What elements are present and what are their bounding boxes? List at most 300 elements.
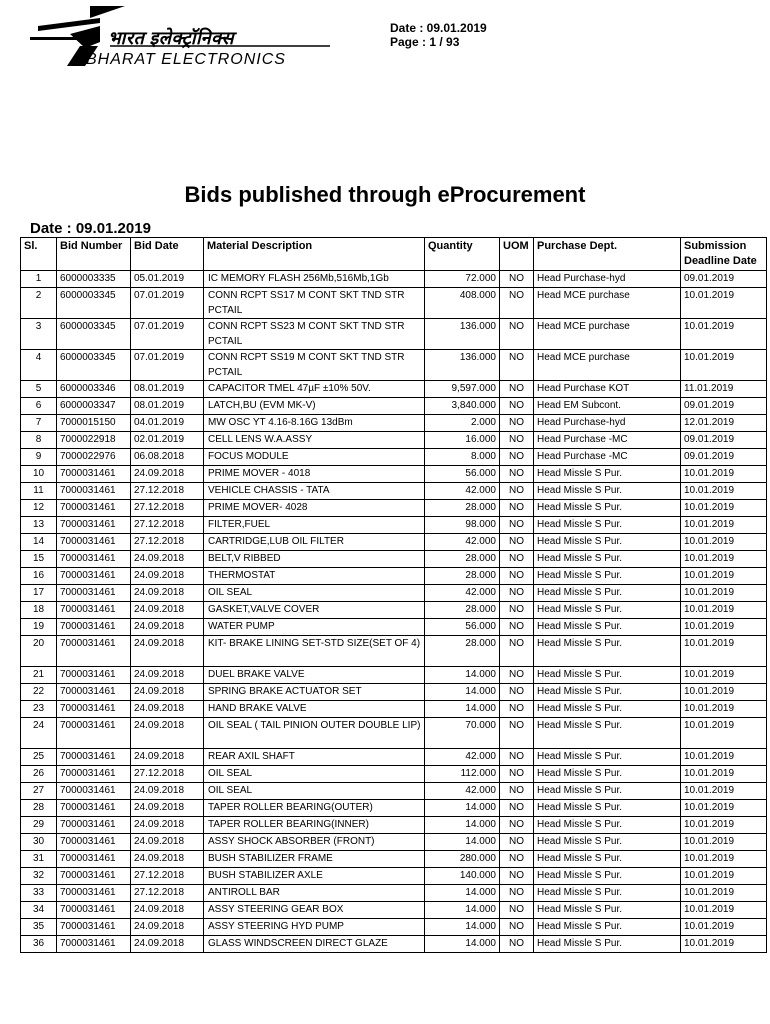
cell-purchase-dept: Head Missle S Pur. — [534, 636, 681, 667]
cell-bid-number: 6000003345 — [57, 288, 131, 319]
cell-material-description: CAPACITOR TMEL 47µF ±10% 50V. — [204, 381, 425, 398]
cell-material-description: BUSH STABILIZER AXLE — [204, 868, 425, 885]
table-row — [21, 701, 767, 718]
cell-material-description: SPRING BRAKE ACTUATOR SET — [204, 684, 425, 701]
cell-bid-date: 24.09.2018 — [131, 619, 204, 636]
cell-bid-date: 24.09.2018 — [131, 551, 204, 568]
cell-sl: 33 — [21, 885, 57, 902]
table-header-row — [21, 238, 767, 271]
cell-sl: 25 — [21, 749, 57, 766]
cell-quantity: 14.000 — [425, 919, 500, 936]
cell-sl: 21 — [21, 667, 57, 684]
cell-sl: 20 — [21, 636, 57, 667]
cell-material-description: DUEL BRAKE VALVE — [204, 667, 425, 684]
cell-bid-date: 24.09.2018 — [131, 701, 204, 718]
cell-purchase-dept: Head Missle S Pur. — [534, 568, 681, 585]
cell-submission-deadline: 09.01.2019 — [681, 398, 767, 415]
table-row — [21, 766, 767, 783]
table-row — [21, 288, 767, 319]
cell-purchase-dept: Head Missle S Pur. — [534, 517, 681, 534]
cell-bid-number: 7000031461 — [57, 568, 131, 585]
cell-submission-deadline: 10.01.2019 — [681, 718, 767, 749]
cell-sl: 23 — [21, 701, 57, 718]
cell-sl: 11 — [21, 483, 57, 500]
cell-bid-date: 02.01.2019 — [131, 432, 204, 449]
column-header-quantity: Quantity — [425, 238, 500, 271]
cell-purchase-dept: Head Missle S Pur. — [534, 919, 681, 936]
cell-purchase-dept: Head Missle S Pur. — [534, 851, 681, 868]
cell-purchase-dept: Head Missle S Pur. — [534, 534, 681, 551]
cell-bid-number: 7000031461 — [57, 602, 131, 619]
cell-sl: 17 — [21, 585, 57, 602]
cell-purchase-dept: Head MCE purchase — [534, 350, 681, 381]
table-row — [21, 381, 767, 398]
cell-bid-number: 6000003345 — [57, 319, 131, 350]
cell-quantity: 2.000 — [425, 415, 500, 432]
cell-uom: NO — [500, 415, 534, 432]
cell-sl: 7 — [21, 415, 57, 432]
column-header-submission-deadline: Submission Deadline Date — [681, 238, 767, 271]
cell-uom: NO — [500, 851, 534, 868]
cell-bid-date: 27.12.2018 — [131, 885, 204, 902]
table-row — [21, 449, 767, 466]
cell-material-description: REAR AXIL SHAFT — [204, 749, 425, 766]
column-header-bid-number: Bid Number — [57, 238, 131, 271]
cell-uom: NO — [500, 319, 534, 350]
cell-material-description: OIL SEAL — [204, 783, 425, 800]
cell-purchase-dept: Head Missle S Pur. — [534, 902, 681, 919]
cell-quantity: 70.000 — [425, 718, 500, 749]
table-row — [21, 868, 767, 885]
cell-sl: 3 — [21, 319, 57, 350]
cell-sl: 27 — [21, 783, 57, 800]
cell-submission-deadline: 10.01.2019 — [681, 701, 767, 718]
cell-sl: 35 — [21, 919, 57, 936]
cell-submission-deadline: 10.01.2019 — [681, 766, 767, 783]
cell-submission-deadline: 10.01.2019 — [681, 500, 767, 517]
cell-uom: NO — [500, 800, 534, 817]
cell-uom: NO — [500, 568, 534, 585]
cell-submission-deadline: 10.01.2019 — [681, 783, 767, 800]
cell-material-description: CONN RCPT SS17 M CONT SKT TND STR PCTAIL — [204, 288, 425, 319]
cell-sl: 8 — [21, 432, 57, 449]
cell-uom: NO — [500, 619, 534, 636]
cell-material-description: OIL SEAL — [204, 585, 425, 602]
cell-uom: NO — [500, 500, 534, 517]
cell-material-description: FILTER,FUEL — [204, 517, 425, 534]
cell-bid-date: 27.12.2018 — [131, 868, 204, 885]
table-row — [21, 534, 767, 551]
cell-quantity: 14.000 — [425, 834, 500, 851]
cell-sl: 31 — [21, 851, 57, 868]
cell-material-description: ANTIROLL BAR — [204, 885, 425, 902]
cell-purchase-dept: Head Missle S Pur. — [534, 766, 681, 783]
table-row — [21, 415, 767, 432]
cell-submission-deadline: 10.01.2019 — [681, 684, 767, 701]
cell-uom: NO — [500, 517, 534, 534]
cell-submission-deadline: 10.01.2019 — [681, 636, 767, 667]
cell-uom: NO — [500, 667, 534, 684]
cell-bid-number: 7000031461 — [57, 701, 131, 718]
cell-quantity: 72.000 — [425, 271, 500, 288]
cell-submission-deadline: 10.01.2019 — [681, 749, 767, 766]
column-header-purchase-dept: Purchase Dept. — [534, 238, 681, 271]
cell-bid-number: 7000031461 — [57, 500, 131, 517]
report-date: Date : 09.01.2019 — [30, 220, 151, 237]
cell-bid-date: 27.12.2018 — [131, 534, 204, 551]
cell-sl: 1 — [21, 271, 57, 288]
cell-quantity: 14.000 — [425, 885, 500, 902]
cell-sl: 12 — [21, 500, 57, 517]
cell-uom: NO — [500, 350, 534, 381]
cell-submission-deadline: 10.01.2019 — [681, 667, 767, 684]
cell-purchase-dept: Head Missle S Pur. — [534, 783, 681, 800]
cell-quantity: 8.000 — [425, 449, 500, 466]
cell-purchase-dept: Head Purchase -MC — [534, 432, 681, 449]
cell-uom: NO — [500, 902, 534, 919]
table-row — [21, 466, 767, 483]
cell-sl: 18 — [21, 602, 57, 619]
cell-purchase-dept: Head Missle S Pur. — [534, 749, 681, 766]
table-row — [21, 432, 767, 449]
cell-bid-number: 7000031461 — [57, 517, 131, 534]
cell-bid-date: 24.09.2018 — [131, 667, 204, 684]
cell-purchase-dept: Head Missle S Pur. — [534, 868, 681, 885]
cell-bid-date: 24.09.2018 — [131, 783, 204, 800]
cell-purchase-dept: Head Missle S Pur. — [534, 619, 681, 636]
cell-sl: 29 — [21, 817, 57, 834]
logo-english-text: BHARAT ELECTRONICS — [86, 51, 286, 68]
cell-uom: NO — [500, 936, 534, 953]
cell-bid-number: 6000003346 — [57, 381, 131, 398]
cell-sl: 30 — [21, 834, 57, 851]
cell-material-description: BUSH STABILIZER FRAME — [204, 851, 425, 868]
cell-uom: NO — [500, 834, 534, 851]
cell-quantity: 42.000 — [425, 534, 500, 551]
cell-submission-deadline: 10.01.2019 — [681, 817, 767, 834]
cell-submission-deadline: 09.01.2019 — [681, 271, 767, 288]
cell-uom: NO — [500, 466, 534, 483]
cell-uom: NO — [500, 288, 534, 319]
cell-bid-date: 24.09.2018 — [131, 851, 204, 868]
column-header-uom: UOM — [500, 238, 534, 271]
cell-bid-number: 6000003345 — [57, 350, 131, 381]
cell-uom: NO — [500, 684, 534, 701]
cell-bid-date: 24.09.2018 — [131, 936, 204, 953]
cell-bid-date: 27.12.2018 — [131, 517, 204, 534]
cell-quantity: 136.000 — [425, 350, 500, 381]
cell-sl: 34 — [21, 902, 57, 919]
table-row — [21, 919, 767, 936]
cell-uom: NO — [500, 749, 534, 766]
cell-quantity: 28.000 — [425, 551, 500, 568]
cell-submission-deadline: 10.01.2019 — [681, 534, 767, 551]
cell-bid-date: 04.01.2019 — [131, 415, 204, 432]
cell-uom: NO — [500, 381, 534, 398]
cell-material-description: ASSY STEERING GEAR BOX — [204, 902, 425, 919]
cell-submission-deadline: 10.01.2019 — [681, 885, 767, 902]
cell-uom: NO — [500, 432, 534, 449]
cell-material-description: PRIME MOVER - 4018 — [204, 466, 425, 483]
cell-submission-deadline: 10.01.2019 — [681, 483, 767, 500]
cell-quantity: 3,840.000 — [425, 398, 500, 415]
cell-submission-deadline: 12.01.2019 — [681, 415, 767, 432]
table-row — [21, 667, 767, 684]
cell-quantity: 28.000 — [425, 602, 500, 619]
cell-purchase-dept: Head Missle S Pur. — [534, 834, 681, 851]
cell-quantity: 42.000 — [425, 749, 500, 766]
cell-purchase-dept: Head Purchase KOT — [534, 381, 681, 398]
table-row — [21, 271, 767, 288]
cell-bid-number: 7000031461 — [57, 551, 131, 568]
cell-submission-deadline: 10.01.2019 — [681, 619, 767, 636]
cell-quantity: 14.000 — [425, 817, 500, 834]
cell-submission-deadline: 10.01.2019 — [681, 466, 767, 483]
cell-sl: 15 — [21, 551, 57, 568]
cell-sl: 16 — [21, 568, 57, 585]
cell-bid-number: 7000031461 — [57, 868, 131, 885]
cell-quantity: 140.000 — [425, 868, 500, 885]
cell-uom: NO — [500, 636, 534, 667]
cell-uom: NO — [500, 602, 534, 619]
cell-material-description: PRIME MOVER- 4028 — [204, 500, 425, 517]
column-header-bid-date: Bid Date — [131, 238, 204, 271]
cell-quantity: 14.000 — [425, 936, 500, 953]
cell-material-description: CONN RCPT SS19 M CONT SKT TND STR PCTAIL — [204, 350, 425, 381]
table-row — [21, 749, 767, 766]
cell-purchase-dept: Head Missle S Pur. — [534, 585, 681, 602]
cell-bid-number: 7000031461 — [57, 817, 131, 834]
cell-uom: NO — [500, 718, 534, 749]
table-row — [21, 636, 767, 667]
cell-quantity: 280.000 — [425, 851, 500, 868]
cell-submission-deadline: 10.01.2019 — [681, 834, 767, 851]
cell-purchase-dept: Head Missle S Pur. — [534, 718, 681, 749]
cell-sl: 4 — [21, 350, 57, 381]
cell-sl: 19 — [21, 619, 57, 636]
cell-material-description: MW OSC YT 4.16-8.16G 13dBm — [204, 415, 425, 432]
cell-bid-number: 7000015150 — [57, 415, 131, 432]
cell-purchase-dept: Head Missle S Pur. — [534, 885, 681, 902]
cell-bid-date: 24.09.2018 — [131, 800, 204, 817]
cell-submission-deadline: 09.01.2019 — [681, 432, 767, 449]
cell-bid-number: 7000031461 — [57, 684, 131, 701]
cell-quantity: 42.000 — [425, 783, 500, 800]
table-row — [21, 602, 767, 619]
cell-material-description: TAPER ROLLER BEARING(INNER) — [204, 817, 425, 834]
header-date: Date : 09.01.2019 — [390, 21, 487, 35]
cell-uom: NO — [500, 585, 534, 602]
cell-submission-deadline: 10.01.2019 — [681, 551, 767, 568]
cell-purchase-dept: Head Missle S Pur. — [534, 817, 681, 834]
column-header-sl: Sl. — [21, 238, 57, 271]
cell-bid-number: 7000031461 — [57, 718, 131, 749]
column-header-material-description: Material Description — [204, 238, 425, 271]
table-row — [21, 500, 767, 517]
table-row — [21, 319, 767, 350]
cell-sl: 32 — [21, 868, 57, 885]
cell-purchase-dept: Head Purchase-hyd — [534, 271, 681, 288]
cell-material-description: CONN RCPT SS23 M CONT SKT TND STR PCTAIL — [204, 319, 425, 350]
cell-uom: NO — [500, 817, 534, 834]
cell-quantity: 14.000 — [425, 701, 500, 718]
cell-material-description: OIL SEAL ( TAIL PINION OUTER DOUBLE LIP) — [204, 718, 425, 749]
cell-uom: NO — [500, 868, 534, 885]
cell-material-description: FOCUS MODULE — [204, 449, 425, 466]
cell-bid-number: 7000031461 — [57, 834, 131, 851]
cell-material-description: VEHICLE CHASSIS - TATA — [204, 483, 425, 500]
cell-bid-number: 7000022918 — [57, 432, 131, 449]
cell-purchase-dept: Head EM Subcont. — [534, 398, 681, 415]
cell-submission-deadline: 10.01.2019 — [681, 902, 767, 919]
cell-bid-number: 6000003335 — [57, 271, 131, 288]
table-row — [21, 551, 767, 568]
cell-submission-deadline: 10.01.2019 — [681, 517, 767, 534]
cell-submission-deadline: 10.01.2019 — [681, 568, 767, 585]
cell-bid-number: 7000031461 — [57, 483, 131, 500]
cell-material-description: WATER PUMP — [204, 619, 425, 636]
table-row — [21, 619, 767, 636]
cell-sl: 9 — [21, 449, 57, 466]
cell-purchase-dept: Head Missle S Pur. — [534, 551, 681, 568]
cell-material-description: TAPER ROLLER BEARING(OUTER) — [204, 800, 425, 817]
cell-submission-deadline: 10.01.2019 — [681, 319, 767, 350]
table-row — [21, 568, 767, 585]
table-row — [21, 483, 767, 500]
cell-sl: 10 — [21, 466, 57, 483]
header-meta — [390, 21, 487, 49]
cell-sl: 5 — [21, 381, 57, 398]
cell-quantity: 112.000 — [425, 766, 500, 783]
cell-purchase-dept: Head Missle S Pur. — [534, 466, 681, 483]
cell-bid-number: 7000031461 — [57, 534, 131, 551]
cell-purchase-dept: Head MCE purchase — [534, 319, 681, 350]
page-title: Bids published through eProcurement — [184, 182, 586, 207]
cell-submission-deadline: 10.01.2019 — [681, 585, 767, 602]
cell-bid-number: 7000031461 — [57, 585, 131, 602]
cell-material-description: BELT,V RIBBED — [204, 551, 425, 568]
cell-bid-number: 7000031461 — [57, 636, 131, 667]
cell-quantity: 408.000 — [425, 288, 500, 319]
cell-purchase-dept: Head Missle S Pur. — [534, 701, 681, 718]
cell-uom: NO — [500, 701, 534, 718]
cell-submission-deadline: 10.01.2019 — [681, 851, 767, 868]
cell-bid-date: 24.09.2018 — [131, 749, 204, 766]
cell-sl: 13 — [21, 517, 57, 534]
header-page-number: Page : 1 / 93 — [390, 35, 460, 49]
cell-submission-deadline: 09.01.2019 — [681, 449, 767, 466]
cell-bid-date: 24.09.2018 — [131, 919, 204, 936]
cell-sl: 22 — [21, 684, 57, 701]
cell-quantity: 42.000 — [425, 483, 500, 500]
cell-submission-deadline: 10.01.2019 — [681, 288, 767, 319]
table-row — [21, 517, 767, 534]
cell-bid-date: 24.09.2018 — [131, 602, 204, 619]
cell-quantity: 28.000 — [425, 500, 500, 517]
cell-material-description: LATCH,BU (EVM MK-V) — [204, 398, 425, 415]
cell-purchase-dept: Head MCE purchase — [534, 288, 681, 319]
cell-bid-number: 7000031461 — [57, 851, 131, 868]
table-row — [21, 834, 767, 851]
cell-bid-date: 24.09.2018 — [131, 817, 204, 834]
cell-sl: 2 — [21, 288, 57, 319]
cell-sl: 26 — [21, 766, 57, 783]
cell-bid-date: 24.09.2018 — [131, 834, 204, 851]
cell-bid-date: 08.01.2019 — [131, 398, 204, 415]
cell-bid-number: 6000003347 — [57, 398, 131, 415]
table-row — [21, 783, 767, 800]
cell-material-description: CELL LENS W.A.ASSY — [204, 432, 425, 449]
bel-logo — [30, 4, 340, 74]
cell-uom: NO — [500, 398, 534, 415]
table-row — [21, 350, 767, 381]
table-row — [21, 718, 767, 749]
cell-uom: NO — [500, 449, 534, 466]
cell-bid-number: 7000031461 — [57, 766, 131, 783]
cell-bid-date: 05.01.2019 — [131, 271, 204, 288]
logo-hindi-text: भारत इलेक्ट्रॉनिक्स — [108, 28, 235, 48]
table-body — [21, 271, 767, 953]
cell-quantity: 42.000 — [425, 585, 500, 602]
cell-bid-date: 24.09.2018 — [131, 568, 204, 585]
cell-sl: 6 — [21, 398, 57, 415]
table-row — [21, 936, 767, 953]
cell-sl: 14 — [21, 534, 57, 551]
cell-bid-date: 24.09.2018 — [131, 902, 204, 919]
cell-sl: 36 — [21, 936, 57, 953]
cell-submission-deadline: 10.01.2019 — [681, 936, 767, 953]
cell-bid-number: 7000031461 — [57, 783, 131, 800]
cell-uom: NO — [500, 885, 534, 902]
cell-quantity: 56.000 — [425, 466, 500, 483]
cell-bid-date: 24.09.2018 — [131, 684, 204, 701]
cell-quantity: 14.000 — [425, 902, 500, 919]
cell-material-description: IC MEMORY FLASH 256Mb,516Mb,1Gb — [204, 271, 425, 288]
cell-submission-deadline: 10.01.2019 — [681, 868, 767, 885]
cell-material-description: ASSY SHOCK ABSORBER (FRONT) — [204, 834, 425, 851]
cell-sl: 24 — [21, 718, 57, 749]
cell-quantity: 136.000 — [425, 319, 500, 350]
cell-quantity: 14.000 — [425, 800, 500, 817]
cell-quantity: 98.000 — [425, 517, 500, 534]
cell-purchase-dept: Head Missle S Pur. — [534, 667, 681, 684]
cell-quantity: 14.000 — [425, 684, 500, 701]
cell-uom: NO — [500, 766, 534, 783]
cell-material-description: ASSY STEERING HYD PUMP — [204, 919, 425, 936]
cell-submission-deadline: 10.01.2019 — [681, 602, 767, 619]
cell-purchase-dept: Head Missle S Pur. — [534, 602, 681, 619]
cell-material-description: CARTRIDGE,LUB OIL FILTER — [204, 534, 425, 551]
cell-bid-date: 24.09.2018 — [131, 636, 204, 667]
table-row — [21, 817, 767, 834]
cell-bid-number: 7000031461 — [57, 667, 131, 684]
cell-sl: 28 — [21, 800, 57, 817]
bids-table — [20, 237, 767, 953]
cell-uom: NO — [500, 483, 534, 500]
cell-quantity: 14.000 — [425, 667, 500, 684]
cell-purchase-dept: Head Missle S Pur. — [534, 500, 681, 517]
cell-uom: NO — [500, 783, 534, 800]
table-row — [21, 800, 767, 817]
cell-quantity: 28.000 — [425, 568, 500, 585]
cell-quantity: 56.000 — [425, 619, 500, 636]
cell-bid-number: 7000031461 — [57, 902, 131, 919]
cell-bid-number: 7000031461 — [57, 749, 131, 766]
cell-bid-number: 7000031461 — [57, 466, 131, 483]
table-row — [21, 902, 767, 919]
cell-bid-date: 27.12.2018 — [131, 766, 204, 783]
cell-bid-date: 07.01.2019 — [131, 319, 204, 350]
